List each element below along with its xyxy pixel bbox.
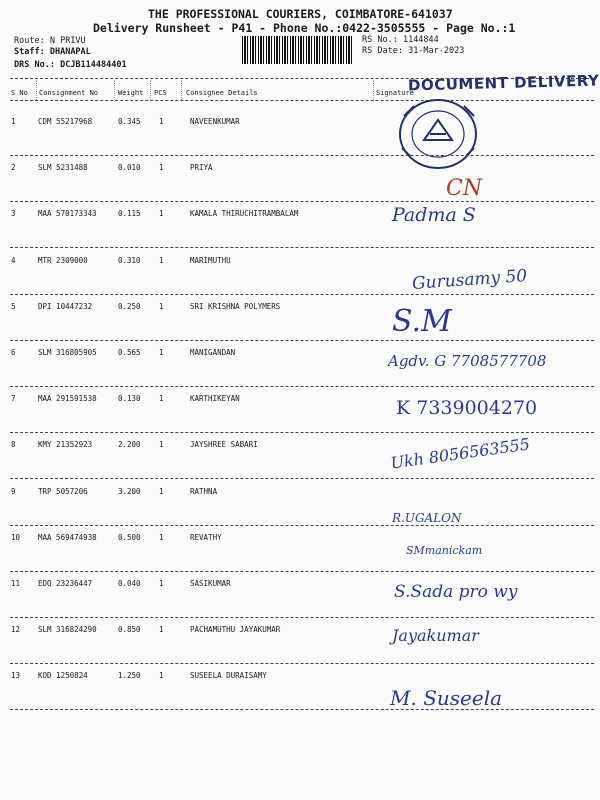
row-sno: 11	[11, 579, 21, 588]
signature-priya: CN	[446, 176, 483, 201]
staff-line	[14, 47, 91, 57]
col-consignee: Consignee Details	[186, 89, 258, 97]
row-consignment: EDQ 23236447	[38, 579, 93, 588]
row-weight: 0.500	[118, 533, 141, 542]
drs-label: DRS No.:	[14, 60, 55, 70]
row-weight: 3.200	[118, 487, 141, 496]
row-consignee: PRIYA	[190, 163, 213, 172]
row-consignment: SLM 5231488	[38, 163, 88, 172]
row-weight: 0.250	[118, 302, 141, 311]
rs-no-label: RS No.:	[362, 35, 398, 45]
row-consignment: KOD 1250824	[38, 671, 88, 680]
header-bottom-rule	[10, 100, 594, 101]
row-pcs: 1	[159, 671, 164, 680]
row-pcs: 1	[159, 625, 164, 634]
col-sno: S No	[11, 89, 28, 97]
col-sep	[150, 80, 151, 100]
row-consignment: SLM 316824290	[38, 625, 97, 634]
signature-suseela: M. Suseela	[390, 686, 503, 710]
row-consignee: SUSEELA DURAISAMY	[190, 671, 267, 680]
signature-rathna: R.UGALON	[392, 511, 462, 525]
row-consignment: TRP 5057206	[38, 487, 88, 496]
staff-label: Staff:	[14, 47, 45, 57]
col-sep	[114, 80, 115, 100]
col-signature: Signature	[376, 89, 414, 97]
row-divider	[10, 663, 594, 664]
row-weight: 1.250	[118, 671, 141, 680]
row-divider	[10, 525, 594, 526]
signature-kamala: Padma S	[392, 204, 476, 226]
row-consignment: CDM 55217968	[38, 117, 93, 126]
row-consignment: MAA 291591538	[38, 394, 97, 403]
row-weight: 0.040	[118, 579, 141, 588]
signature-karthikeyan: K 7339004270	[396, 397, 538, 419]
row-pcs: 1	[159, 256, 164, 265]
row-divider	[10, 294, 594, 295]
row-pcs: 1	[159, 487, 164, 496]
route-label: Route:	[14, 36, 45, 46]
row-consignment: MTR 2309000	[38, 256, 88, 265]
row-consignee: PACHAMUTHU JAYAKUMAR	[190, 625, 281, 634]
barcode-image	[242, 36, 354, 64]
drs-value: DCJB114484401	[60, 60, 127, 70]
row-consignee: RATHNA	[190, 487, 218, 496]
row-sno: 7	[11, 394, 16, 403]
row-consignment: SLM 316805905	[38, 348, 97, 357]
row-consignment: MAA 569474938	[38, 533, 97, 542]
row-consignee: KARTHIKEYAN	[190, 394, 240, 403]
row-divider	[10, 432, 594, 433]
signature-jayshree: Ukh 8056563555	[389, 434, 532, 473]
row-divider	[10, 709, 594, 710]
row-divider	[10, 617, 594, 618]
signature-sri-krishna: S.M	[392, 304, 452, 339]
row-consignee: SASIKUMAR	[190, 579, 231, 588]
row-weight: 0.115	[118, 209, 141, 218]
row-consignment: KMY 21352923	[38, 440, 93, 449]
col-weight: Weight	[118, 89, 144, 97]
row-consignee: MARIMUTHU	[190, 256, 231, 265]
row-consignment: DPI 10447232	[38, 302, 93, 311]
rs-date-value: 31-Mar-2023	[408, 46, 465, 56]
col-pcs: PCS	[154, 89, 167, 97]
col-sep	[36, 80, 37, 100]
row-pcs: 1	[159, 440, 164, 449]
row-pcs: 1	[159, 163, 164, 172]
col-consignment: Consignment No	[39, 89, 99, 97]
rs-no-line	[362, 35, 439, 45]
row-weight: 0.010	[118, 163, 141, 172]
row-weight: 2.200	[118, 440, 141, 449]
row-sno: 4	[11, 256, 16, 265]
row-divider	[10, 571, 594, 572]
row-divider	[10, 201, 594, 202]
runsheet-subtitle: Delivery Runsheet - P41 - Phone No.:0422-3505555 - Page No.:1	[93, 21, 516, 35]
row-sno: 9	[11, 487, 16, 496]
row-consignee: REVATHY	[190, 533, 222, 542]
row-consignee: SRI KRISHNA POLYMERS	[190, 302, 281, 311]
row-sno: 3	[11, 209, 16, 218]
rs-date-line	[362, 46, 464, 56]
row-weight: 0.850	[118, 625, 141, 634]
row-weight: 0.310	[118, 256, 141, 265]
row-consignment: MAA 570173343	[38, 209, 97, 218]
row-consignee: KAMALA THIRUCHITRAMBALAM	[190, 209, 299, 218]
row-divider	[10, 155, 594, 156]
row-pcs: 1	[159, 302, 164, 311]
signature-manigandan: Agdv. G 7708577708	[388, 352, 547, 370]
row-pcs: 1	[159, 394, 164, 403]
col-sep	[181, 80, 182, 100]
row-consignee: JAYSHREE SABARI	[190, 440, 258, 449]
row-weight: 0.345	[118, 117, 141, 126]
row-consignee: NAVEENKUMAR	[190, 117, 240, 126]
row-consignee: MANIGANDAN	[190, 348, 236, 357]
rs-no-value: 1144844	[402, 35, 439, 45]
row-sno: 10	[11, 533, 21, 542]
staff-value: DHANAPAL	[49, 47, 91, 57]
drs-line	[14, 60, 127, 70]
row-pcs: 1	[159, 533, 164, 542]
row-divider	[10, 247, 594, 248]
row-pcs: 1	[159, 348, 164, 357]
row-divider	[10, 386, 594, 387]
row-weight: 0.130	[118, 394, 141, 403]
row-sno: 5	[11, 302, 16, 311]
signature-marimuthu: Gurusamy 50	[411, 266, 528, 294]
row-pcs: 1	[159, 209, 164, 218]
signature-jayakumar: Jayakumar	[392, 626, 479, 645]
company-title: THE PROFESSIONAL COURIERS, COIMBATORE-641037	[148, 7, 453, 21]
row-sno: 8	[11, 440, 16, 449]
row-sno: 2	[11, 163, 16, 172]
row-sno: 1	[11, 117, 16, 126]
signature-sasikumar: S.Sada pro wy	[394, 582, 518, 602]
row-pcs: 1	[159, 579, 164, 588]
document-delivery-stamp: DOCUMENT DELIVERY	[407, 71, 600, 95]
row-sno: 13	[11, 671, 21, 680]
route-value: N PRIVU	[49, 36, 86, 46]
row-sno: 12	[11, 625, 21, 634]
signature-revathy: SMmanickam	[406, 544, 483, 557]
company-seal-icon	[394, 94, 484, 174]
row-sno: 6	[11, 348, 16, 357]
rs-date-label: RS Date:	[362, 46, 403, 56]
row-divider	[10, 340, 594, 341]
row-weight: 0.565	[118, 348, 141, 357]
row-pcs: 1	[159, 117, 164, 126]
row-divider	[10, 478, 594, 479]
route-line	[14, 36, 86, 46]
col-sep	[373, 80, 374, 100]
